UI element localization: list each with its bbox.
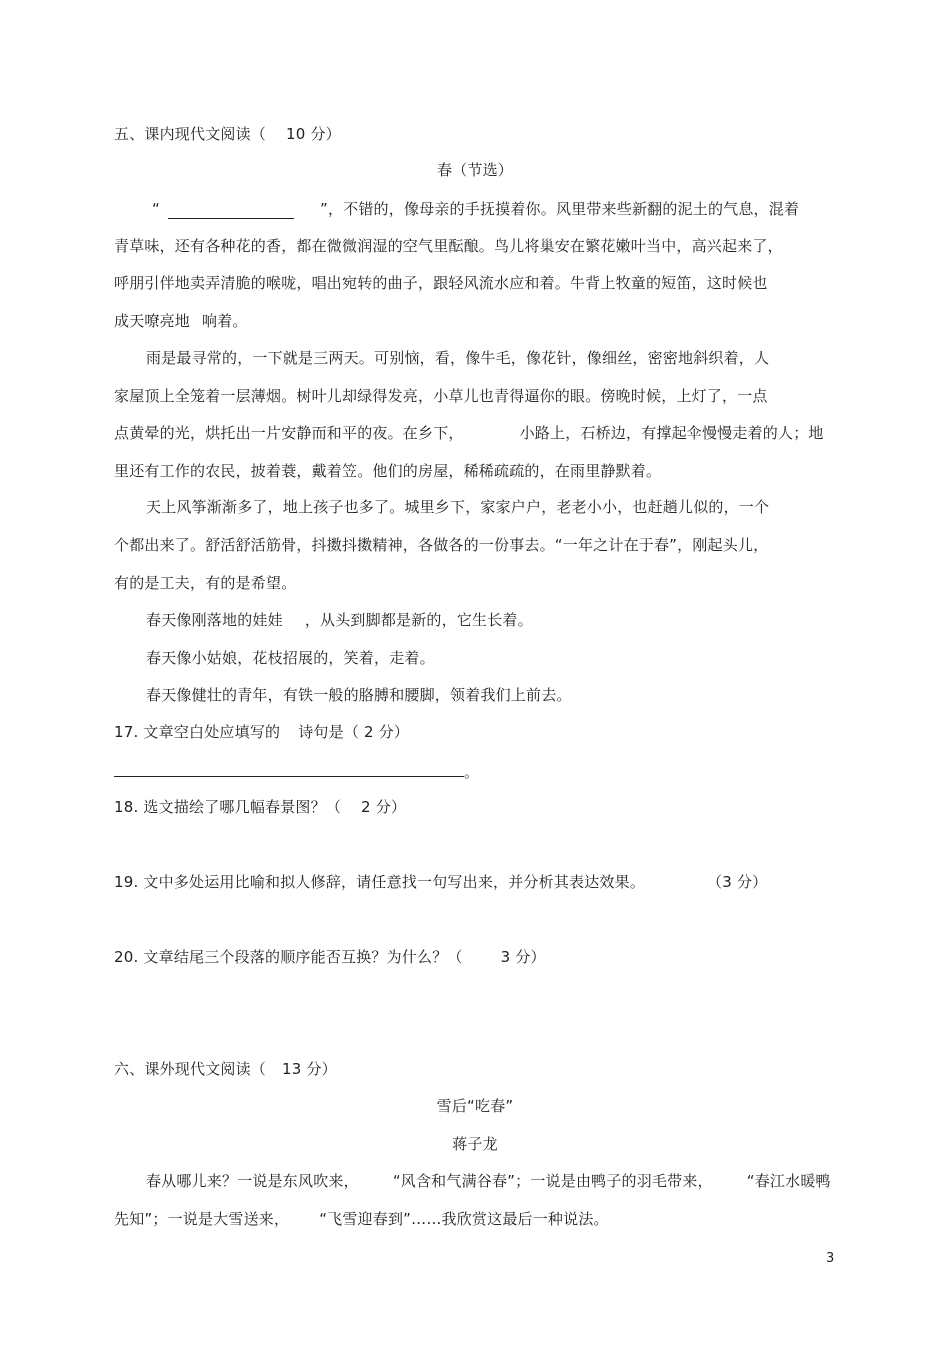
paragraph-line: 个都出来了。舒活舒活筋骨，抖擞抖擞精神，各做各的一份事去。“一年之计在于春”，刚起头儿，: [114, 536, 769, 554]
question-19: 19. 文中多处运用比喻和拟人修辞，请任意找一句写出来，并分析其表达效果。 （3 分）: [114, 873, 768, 891]
paragraph-line: 春天像刚落地的娃娃 ，从头到脚都是新的，它生长着。: [146, 611, 533, 629]
paragraph-line: 里还有工作的农民，披着蓑，戴着笠。他们的房屋，稀稀疏疏的，在雨里静默着。: [114, 462, 662, 480]
answer-end-mark: 。: [464, 763, 480, 781]
paragraph-line: 点黄晕的光，烘托出一片安静而和平的夜。在乡下， 小路上，石桥边，有撑起伞慢慢走着的人；地: [114, 424, 824, 442]
section5-heading: 五、课内现代文阅读（ 10 分）: [114, 125, 341, 143]
paragraph-line: “ ”，不错的，像母亲的手抚摸着你。风里带来些新翻的泥土的气息，混着: [152, 200, 800, 218]
question-18: 18. 选文描绘了哪几幅春景图？（ 2 分）: [114, 798, 407, 816]
section5-title: 春（节选）: [436, 161, 513, 179]
question-20: 20. 文章结尾三个段落的顺序能否互换？为什么？（ 3 分）: [114, 948, 546, 966]
paragraph-line: 青草味，还有各种花的香，都在微微润湿的空气里酝酿。鸟儿将巢安在繁花嫩叶当中，高兴起来了，: [114, 237, 783, 255]
paragraph-line: 雨是最寻常的，一下就是三两天。可别恼，看，像牛毛，像花针，像细丝，密密地斜织着，人: [146, 349, 770, 367]
section6-title: 雪后“吃春”: [436, 1097, 514, 1115]
paragraph-line: 呼朋引伴地卖弄清脆的喉咙，唱出宛转的曲子，跟轻风流水应和着。牛背上牧童的短笛，这时候也: [114, 274, 768, 292]
paragraph-line: 家屋顶上全笼着一层薄烟。树叶儿却绿得发亮，小草儿也青得逼你的眼。傍晚时候，上灯了，一点: [114, 387, 768, 405]
section6-author: 蒋子龙: [452, 1135, 498, 1153]
paragraph-line: 春从哪儿来？一说是东风吹来， “风含和气满谷春”；一说是由鸭子的羽毛带来， “春江水暖鸭: [146, 1172, 831, 1190]
paragraph-line: 成天嘹亮地 响着。: [114, 312, 248, 330]
paragraph-line: 春天像小姑娘，花枝招展的，笑着，走着。: [146, 649, 435, 667]
answer-line[interactable]: [114, 776, 464, 777]
fill-in-blank: [168, 204, 294, 219]
paragraph-line: 有的是工夫，有的是希望。: [114, 574, 297, 592]
section6-heading: 六、课外现代文阅读（ 13 分）: [114, 1060, 337, 1078]
paragraph-line: 春天像健壮的青年，有铁一般的胳膊和腰脚，领着我们上前去。: [146, 686, 572, 704]
page-number: 3: [826, 1251, 835, 1266]
paragraph-line: 先知”；一说是大雪送来， “飞雪迎春到”……我欣赏这最后一种说法。: [114, 1210, 609, 1228]
question-17: 17. 文章空白处应填写的 诗句是（ 2 分）: [114, 723, 410, 741]
paragraph-line: 天上风筝渐渐多了，地上孩子也多了。城里乡下，家家户户，老老小小，也赶趟儿似的，一个: [146, 498, 770, 516]
